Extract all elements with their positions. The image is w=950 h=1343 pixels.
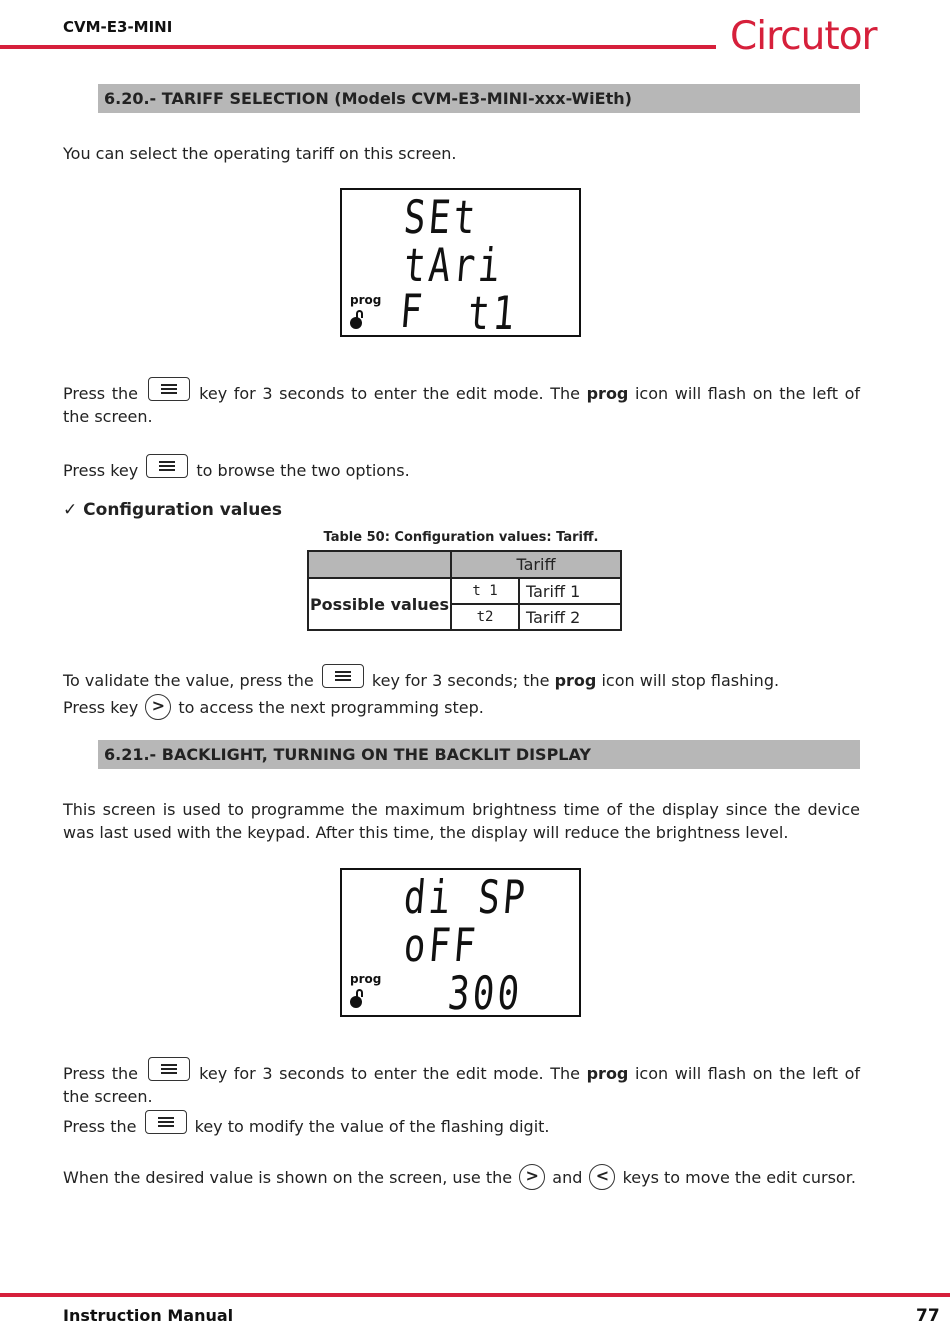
text-fragment: When the desired value is shown on the screen, use the [63, 1168, 513, 1187]
config-heading-text: Configuration values [83, 500, 282, 520]
text-fragment: to browse the two options. [196, 461, 410, 480]
table-code-cell: t 1 [451, 578, 519, 604]
table-label-cell: Tariff 1 [519, 578, 621, 604]
menu-key-icon [146, 454, 188, 478]
text-fragment: To validate the value, press the [63, 671, 314, 690]
lock-icon [350, 317, 362, 329]
section-heading-backlight [98, 740, 860, 769]
text-fragment: Press key [63, 461, 139, 480]
document-title: CVM-E3-MINI [63, 18, 173, 36]
lcd-line-2: tAri F [398, 238, 506, 338]
table-label-cell: Tariff 2 [519, 604, 621, 630]
edit-mode-paragraph [63, 377, 860, 428]
lcd-line-1: SEt [401, 190, 481, 244]
backlight-intro-paragraph: This screen is used to programme the maximum brightness time of the display since the device was last used with the keypad. After this time, the display will reduce the brightness level. [63, 800, 860, 842]
text-fragment: Press the [63, 384, 138, 403]
prog-bold-text: prog [586, 1064, 629, 1083]
text-fragment: icon will flash on the left of the screen. [63, 384, 860, 426]
footer-rule [0, 1293, 950, 1297]
modify-paragraph [63, 1110, 860, 1138]
validate-paragraph [63, 664, 860, 692]
lcd-display-backlight [340, 868, 581, 1020]
edit-mode-paragraph-2 [63, 1057, 860, 1108]
menu-key-icon [145, 1110, 187, 1134]
table-code-cell: t2 [451, 604, 519, 630]
prog-bold-text: prog [586, 384, 629, 403]
cursor-paragraph [63, 1164, 860, 1190]
check-icon: ✓ [63, 500, 78, 520]
text-fragment: Press the [63, 1117, 137, 1136]
footer-manual-label: Instruction Manual [63, 1306, 234, 1325]
lcd-line-1: di SP [401, 870, 530, 924]
browse-paragraph [63, 454, 860, 482]
right-arrow-key-icon: > [519, 1164, 545, 1190]
text-fragment: keys to move the edit cursor. [622, 1168, 856, 1187]
table-caption: Table 50: Configuration values: Tariff. [323, 530, 599, 545]
text-fragment: key to modify the value of the flashing digit. [194, 1117, 550, 1136]
text-fragment: key for 3 seconds; the [371, 671, 550, 690]
lock-icon [350, 996, 362, 1008]
prog-label: prog [350, 972, 382, 986]
text-fragment: and [552, 1168, 583, 1187]
menu-key-icon [148, 377, 190, 401]
lcd-display-tariff [340, 188, 581, 340]
text-fragment: to access the next programming step. [178, 698, 484, 717]
right-arrow-key-icon: > [145, 694, 171, 720]
prog-label: prog [350, 293, 382, 307]
page-number: 77 [916, 1306, 940, 1326]
table-corner-cell [308, 551, 451, 578]
table-column-header: Tariff [451, 551, 621, 578]
intro-paragraph: You can select the operating tariff on this screen. [63, 144, 457, 163]
brand-logo: Circutor [730, 14, 877, 59]
text-fragment: key for 3 seconds to enter the edit mode. The [199, 384, 580, 403]
section-heading-text: 6.21.- BACKLIGHT, TURNING ON THE BACKLIT DISPLAY [104, 745, 591, 764]
prog-bold-text: prog [554, 671, 597, 690]
lcd-line-3: t1 [465, 286, 520, 340]
text-fragment: icon will stop flashing. [601, 671, 780, 690]
menu-key-icon [322, 664, 364, 688]
text-fragment: key for 3 seconds to enter the edit mode. The [199, 1064, 580, 1083]
section-heading-text: 6.20.- TARIFF SELECTION (Models CVM-E3-MINI-xxx-WiEth) [104, 89, 632, 108]
header-rule [0, 45, 716, 49]
table-row-header: Possible values [308, 578, 451, 630]
menu-key-icon [148, 1057, 190, 1081]
next-step-paragraph [63, 694, 860, 720]
config-values-heading [63, 500, 282, 520]
lcd-line-2: oFF [401, 918, 481, 972]
text-fragment: Press the [63, 1064, 138, 1083]
text-fragment: icon will flash on the left of the screen. [63, 1064, 860, 1106]
config-table [307, 550, 622, 631]
text-fragment: Press key [63, 698, 139, 717]
section-heading-tariff [98, 84, 860, 113]
left-arrow-key-icon: < [589, 1164, 615, 1190]
lcd-line-3: 300 [445, 966, 525, 1020]
